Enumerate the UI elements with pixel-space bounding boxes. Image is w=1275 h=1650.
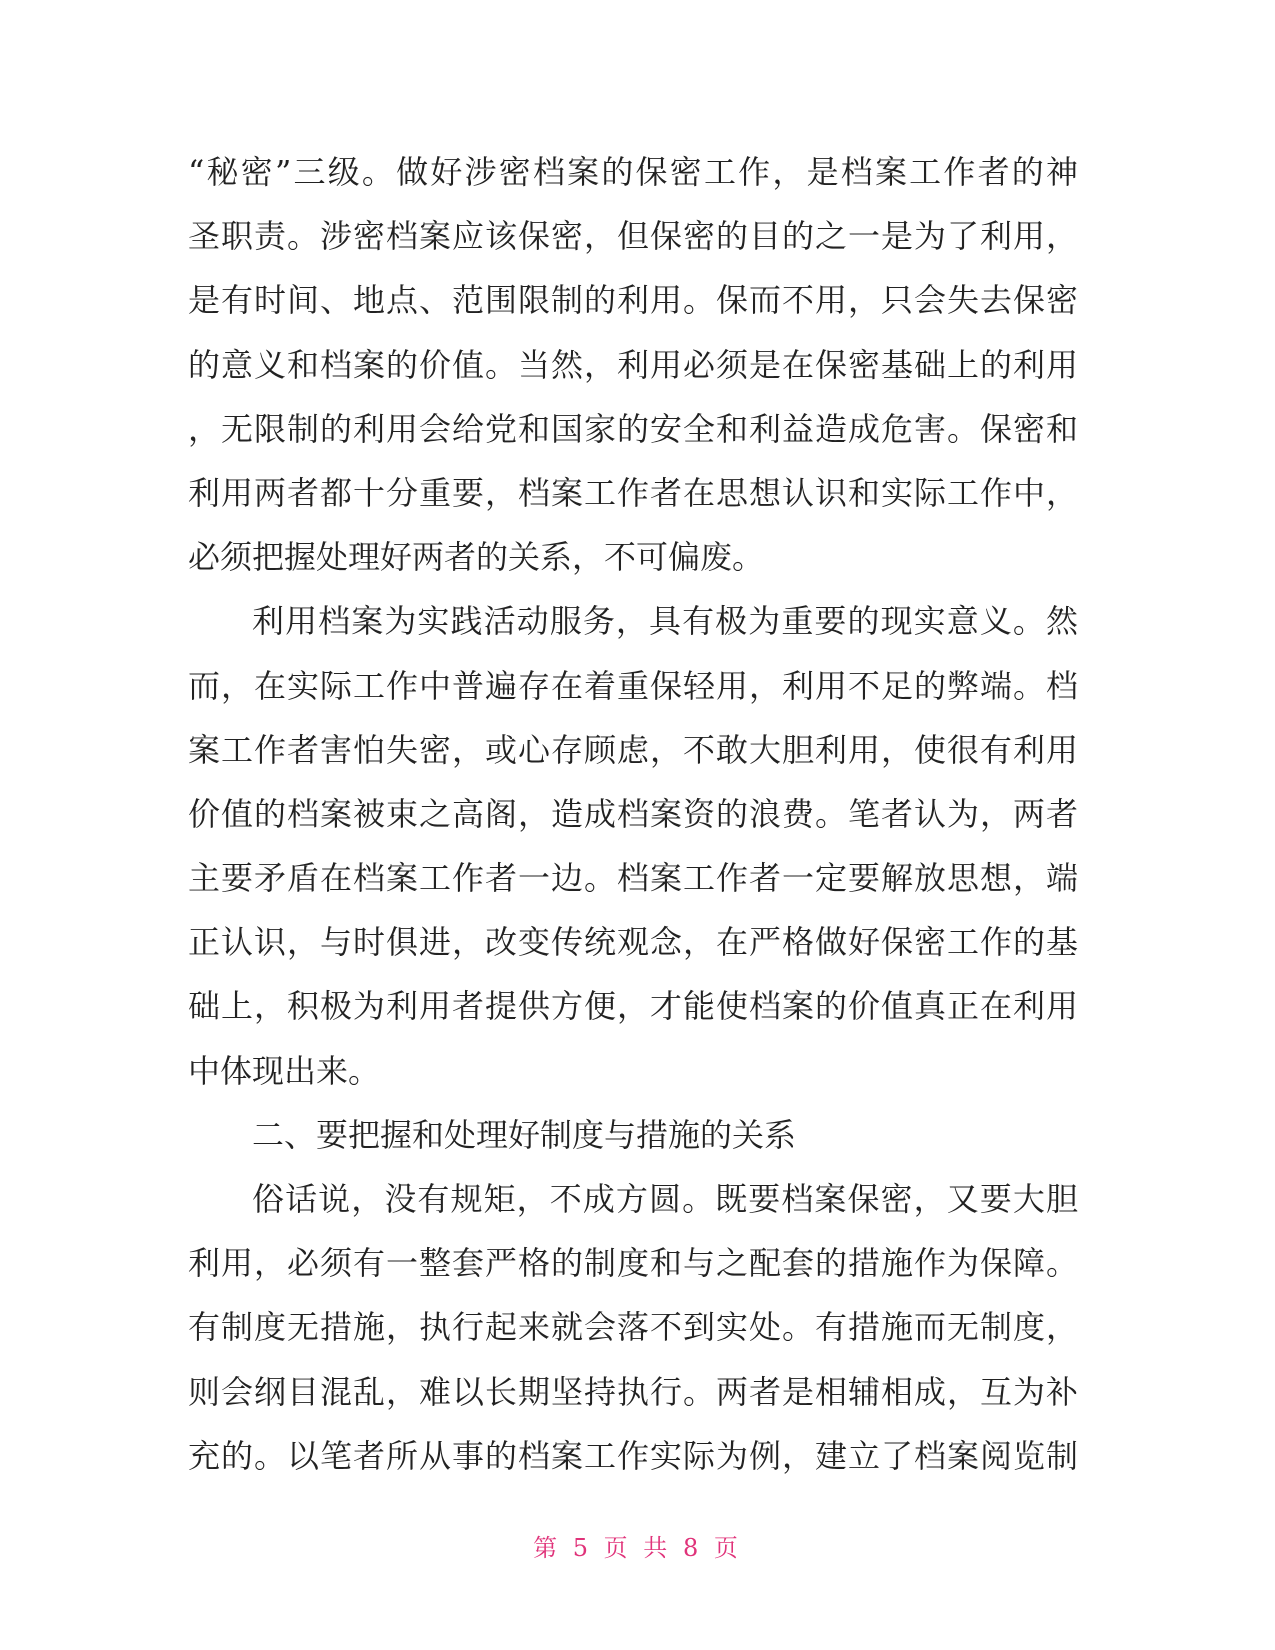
text-line: 是有时间、地点、范围限制的利用。保而不用，只会失去保密 — [188, 281, 1078, 320]
text-line: 主要矛盾在档案工作者一边。档案工作者一定要解放思想，端 — [188, 859, 1078, 898]
text-line: “秘密”三级。做好涉密档案的保密工作，是档案工作者的神 — [188, 153, 1078, 191]
paragraph-first-line: 利用档案为实践活动服务，具有极为重要的现实意义。然 — [252, 602, 1078, 641]
text-line: 案工作者害怕失密，或心存顾虑，不敢大胆利用，使很有利用 — [188, 730, 1078, 769]
text-line: 利用，必须有一整套严格的制度和与之配套的措施作为保障。 — [188, 1244, 1078, 1283]
page-number-footer — [0, 1528, 1275, 1563]
document-body — [188, 140, 1078, 1488]
text-line: 利用两者都十分重要，档案工作者在思想认识和实际工作中， — [188, 473, 1078, 512]
text-line: 必须把握处理好两者的关系，不可偏废。 — [188, 538, 765, 577]
paragraph-first-line: 俗话说，没有规矩，不成方圆。既要档案保密，又要大胆 — [252, 1180, 1078, 1218]
text-line: 价值的档案被束之高阁，造成档案资的浪费。笔者认为，两者 — [188, 794, 1078, 833]
text-line: ，无限制的利用会给党和国家的安全和利益造成危害。保密和 — [188, 409, 1078, 448]
text-line: 有制度无措施，执行起来就会落不到实处。有措施而无制度， — [188, 1308, 1078, 1347]
text-line: 圣职责。涉密档案应该保密，但保密的目的之一是为了利用， — [188, 217, 1078, 256]
text-line: 的意义和档案的价值。当然，利用必须是在保密基础上的利用 — [188, 345, 1078, 384]
section-heading: 二、要把握和处理好制度与措施的关系 — [252, 1115, 797, 1154]
page-number-text: 第 5 页 共 8 页 — [533, 1534, 742, 1562]
text-line: 正认识，与时俱进，改变传统观念，在严格做好保密工作的基 — [188, 923, 1078, 962]
text-line: 础上，积极为利用者提供方便，才能使档案的价值真正在利用 — [188, 987, 1078, 1026]
text-line: 则会纲目混乱，难以长期坚持执行。两者是相辅相成，互为补 — [188, 1372, 1078, 1411]
text-line: 充的。以笔者所从事的档案工作实际为例，建立了档案阅览制 — [188, 1436, 1078, 1475]
text-line: 中体现出来。 — [188, 1051, 381, 1090]
text-line: 而，在实际工作中普遍存在着重保轻用，利用不足的弊端。档 — [188, 666, 1078, 705]
